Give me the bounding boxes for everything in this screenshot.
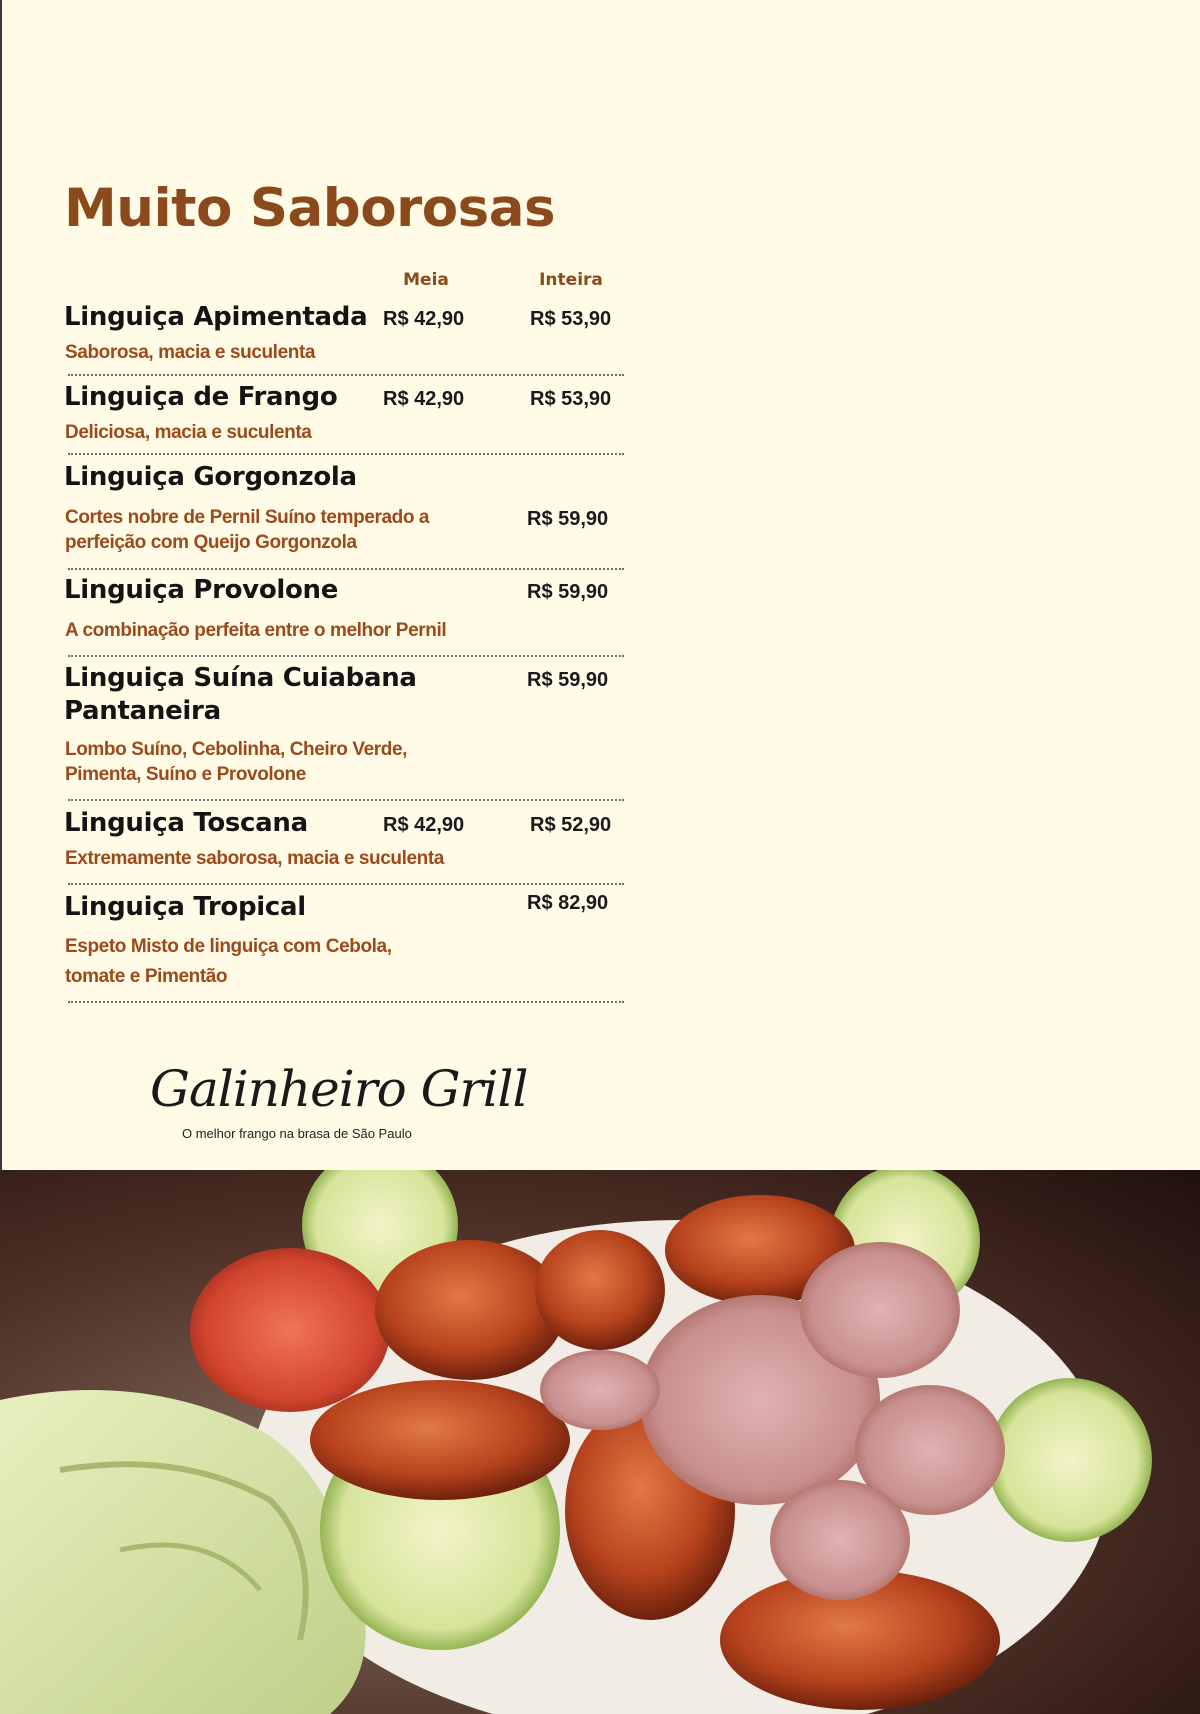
- item-name-line: Linguiça Suína Cuiabana: [64, 663, 417, 693]
- food-photo: [0, 1170, 1200, 1714]
- item-divider: [68, 1001, 624, 1003]
- item-description-line: Pimenta, Suíno e Provolone: [65, 764, 306, 785]
- item-description: A combinação perfeita entre o melhor Pernil: [65, 620, 447, 641]
- item-divider: [68, 453, 624, 455]
- brand-logo: Galinheiro Grill: [150, 1060, 528, 1118]
- price-meia: R$ 42,90: [383, 814, 465, 836]
- price-inteira: R$ 52,90: [530, 814, 612, 836]
- brand-tagline: O melhor frango na brasa de São Paulo: [182, 1126, 412, 1141]
- item-name: Linguiça de Frango: [64, 382, 338, 412]
- column-header-meia: Meia: [403, 270, 449, 290]
- price-inteira: R$ 82,90: [527, 892, 609, 914]
- item-description-line: Espeto Misto de linguiça com Cebola,: [65, 936, 392, 957]
- price-inteira: R$ 53,90: [530, 308, 612, 330]
- item-description: Saborosa, macia e suculenta: [65, 342, 316, 363]
- item-description: Extremamente saborosa, macia e suculenta: [65, 848, 444, 869]
- item-description: Deliciosa, macia e suculenta: [65, 422, 312, 443]
- item-description-line: tomate e Pimentão: [65, 966, 228, 987]
- page-left-edge: [0, 0, 2, 1170]
- item-divider: [68, 374, 624, 376]
- item-name: Linguiça Gorgonzola: [64, 462, 357, 492]
- item-description-line: perfeição com Queijo Gorgonzola: [65, 532, 357, 553]
- item-name: Linguiça Provolone: [64, 575, 339, 605]
- item-description-line: Cortes nobre de Pernil Suíno temperado a: [65, 507, 430, 528]
- price-inteira: R$ 59,90: [527, 669, 609, 691]
- item-description-line: Lombo Suíno, Cebolinha, Cheiro Verde,: [65, 739, 408, 760]
- item-name-line: Pantaneira: [64, 696, 221, 726]
- item-divider: [68, 883, 624, 885]
- item-name: Linguiça Tropical: [64, 892, 306, 922]
- price-meia: R$ 42,90: [383, 388, 465, 410]
- price-inteira: R$ 53,90: [530, 388, 612, 410]
- column-header-inteira: Inteira: [539, 270, 603, 290]
- item-name: Linguiça Toscana: [64, 808, 308, 838]
- item-divider: [68, 655, 624, 657]
- page-title: Muito Saborosas: [64, 178, 556, 239]
- item-divider: [68, 799, 624, 801]
- price-meia: R$ 42,90: [383, 308, 465, 330]
- price-inteira: R$ 59,90: [527, 581, 609, 603]
- item-divider: [68, 568, 624, 570]
- price-inteira: R$ 59,90: [527, 508, 609, 530]
- item-name: Linguiça Apimentada: [64, 302, 368, 332]
